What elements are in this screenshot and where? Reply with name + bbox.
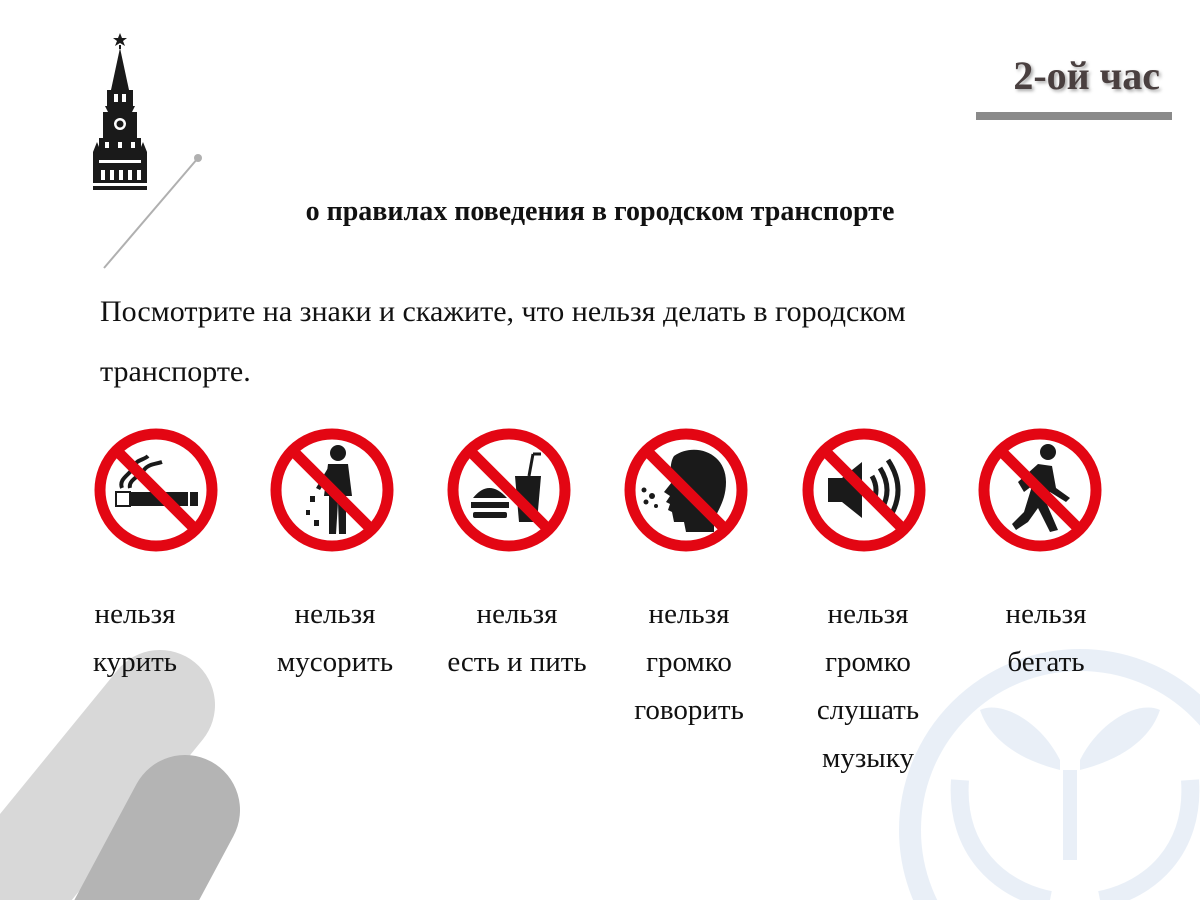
caption-no-loud-music (773, 590, 963, 782)
no-running-icon (976, 426, 1104, 554)
caption-line: бегать (1007, 646, 1085, 678)
caption-no-smoking (40, 590, 230, 686)
caption-no-running (951, 590, 1141, 686)
no-eating-drinking-icon (445, 426, 573, 554)
caption-line: нельзя (476, 598, 558, 630)
topic-title: о правилах поведения в городском транспорте (305, 196, 895, 227)
no-littering-icon (268, 426, 396, 554)
kremlin-tower-logo (88, 32, 152, 192)
caption-no-loud-talking (594, 590, 784, 734)
caption-line: нельзя (648, 598, 730, 630)
caption-line: нельзя (827, 598, 909, 630)
caption-line: музыку (822, 742, 914, 774)
section-title: 2-ой час (1013, 53, 1160, 98)
caption-line: курить (92, 646, 178, 678)
caption-line: мусорить (276, 646, 394, 678)
title-underline-bar (976, 112, 1172, 120)
caption-line: говорить (634, 694, 744, 726)
no-loud-talking-icon (622, 426, 750, 554)
decorative-stripes (0, 705, 185, 900)
caption-line: нельзя (94, 598, 176, 630)
caption-line: слушать (816, 694, 920, 726)
no-loud-music-icon (800, 426, 928, 554)
caption-line: нельзя (1005, 598, 1087, 630)
instruction-text: Посмотрите на знаки и скажите, что нельзя делать в городском транспорте. (100, 295, 906, 388)
no-smoking-icon (92, 426, 220, 554)
caption-line: есть и пить (447, 646, 587, 678)
caption-line: нельзя (294, 598, 376, 630)
caption-no-littering (240, 590, 430, 686)
caption-no-eating-drinking (422, 590, 612, 686)
caption-line: громко (646, 646, 732, 678)
caption-line: громко (825, 646, 911, 678)
decorative-dot (194, 154, 202, 162)
